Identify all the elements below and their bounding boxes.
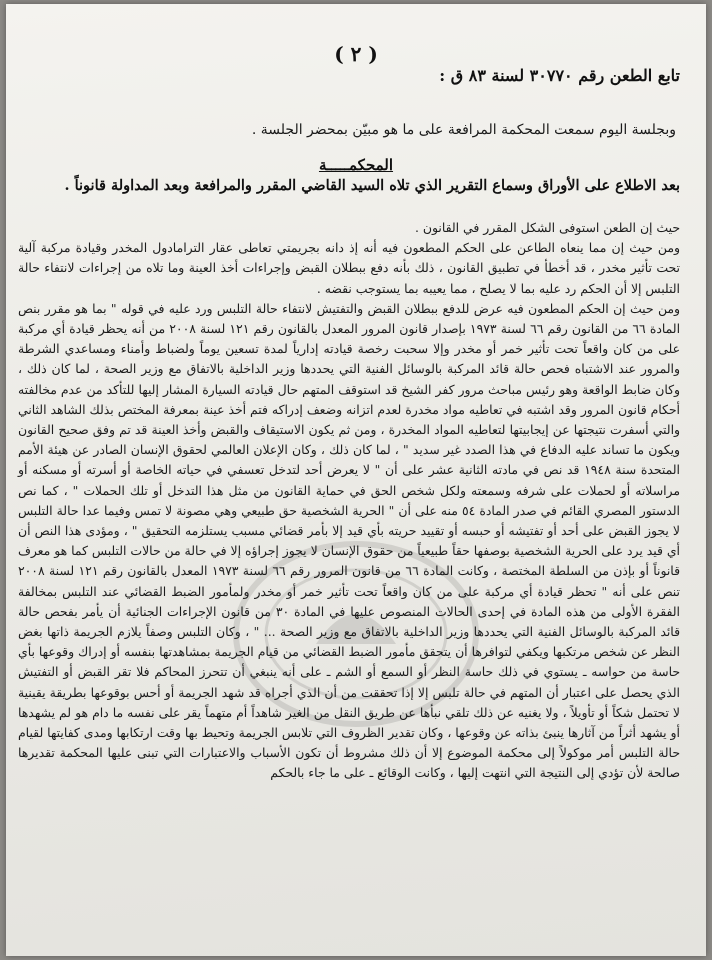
paragraph: حيث إن الطعن استوفى الشكل المقرر في القانون . bbox=[415, 220, 680, 235]
preamble: بعد الاطلاع على الأوراق وسماع التقرير الذي تلاه السيد القاضي المقرر والمرافعة وبعد المداولة قانوناً . bbox=[64, 177, 680, 194]
paragraph: ومن حيث إن مما ينعاه الطاعن على الحكم المطعون فيه أنه إذ دانه بجريمتي تعاطى عقار الترامادول المخدر وقيادة مركبة آلية تحت تأثير مخدر ، قد أخطأ في تطبيق القانون ، ذلك بأنه دفع ببطلان القبض وإجراءات أخذ العينة وما تلاه من إجراءات لانتفاء حالة التلبس إلا أن الحكم رد عليه بما لا يصلح ، مما يعيبه بما يستوجب نقضه . bbox=[18, 240, 680, 296]
paragraph: ومن حيث إن الحكم المطعون فيه عرض للدفع ببطلان القبض والتفتيش لانتفاء حالة التلبس ورد عليه في قوله " بما هو مقرر بنص المادة ٦٦ من القانون رقم ٦٦ لسنة ١٩٧٣ بإصدار قانون المرور المعدل بالقانون رقم ١٢١ لسنة ٢٠٠٨ من أنه يحظر قيادة أي مركبة على من كان واقعاً تحت تأثير خمر أو مخدر وإلا سحبت رخصة قيادته إدارياً لمدة تسعين يوماً ولضباط وأمناء ومساعدي الشرطة والمرور عند الاشتباه فحص حالة قائد المركبة بالوسائل الفنية التي يحددها وزير الداخلية بالاتفاق مع وزير الصحة ، لما كان ذلك ، وكان ضابط الواقعة وهو رئيس مباحث مرور كفر الشيخ قد استوقف المتهم حال قيادته السيارة المشار إليها للتأكد من عدم مخالفته أحكام قانون المرور وقد اشتبه في تعاطيه مواد مخدرة لعدم اتزانه وضعف إدراكه فتم أخذ عينة بمعرفة المختص بذلك الشاهد الثاني والتي أسفرت نتيجتها عن إيجابيتها لتعاطيه المواد المخدرة ، ومن ثم يكون الاستيقاف والقبض وأخذ العينة قد تم وفق صحيح القانون ويكون ما تساند عليه الدفاع في هذا الصدد غير سديد " ، لما كان ذلك ، وكان الإعلان العالمي لحقوق الإنسان الصادر عن هيئة الأمم المتحدة سنة ١٩٤٨ قد نص في مادته الثانية عشر على أن " لا يعرض أحد لتدخل تعسفي في حياته الخاصة أو أسرته أو مسكنه أو مراسلاته أو لحملات على شرفه وسمعته ولكل شخص الحق في حماية القانون من مثل هذا التدخل أو تلك الحملات " ، كما نص الدستور المصري القائم في صدر المادة ٥٤ منه على أن " الحرية الشخصية حق طبيعي وهي مصونة لا تمس وفيما عدا حالة التلبس لا يجوز القبض على أحد أو تفتيشه أو حبسه أو تقييد حريته بأي قيد إلا بأمر قضائي مسبب يستلزمه التحقيق " ، ومؤدى هذا النص أن أي قيد يرد على الحرية الشخصية بوصفها حقاً طبيعياً من حقوق الإنسان لا يجوز إجراؤه إلا في حالة من حالات التلبس كما هو معرف قانوناً أو بإذن من السلطة المختصة ، وكانت المادة ٦٦ من قانون المرور رقم ٦٦ لسنة ١٩٧٣ المعدل بالقانون رقم ١٢١ لسنة ٢٠٠٨ تنص على أنه " تحظر قيادة أي مركبة على من كان واقعاً تحت تأثير خمر أو مخدر ولمأمور الضبط القضائي عند التلبس بمخالفة الفقرة الأولى من هذه المادة في إحدى الحالات المنصوص عليها في المادة ٣٠ من قانون الإجراءات الجنائية أن يأمر بفحص حالة قائد المركبة بالوسائل الفنية التي يحددها وزير الداخلية بالاتفاق مع وزير الصحة ... " ، وكان التلبس وصفاً يلازم الجريمة ذاتها بغض النظر عن شخص مرتكبها ويكفي لتوافرها أن يتحقق مأمور الضبط القضائي من قيام الجريمة بمشاهدتها بنفسه أو إدراك وقوعها بأي حاسة من حواسه ـ يستوي في ذلك حاسة النظر أو السمع أو الشم ـ على أنه ينبغي أن تتحرز المحاكم فلا تقر القبض أو التفتيش الذي يحصل على اعتبار أن المتهم في حالة تلبس إلا إذا تحققت من أن الذي أجراه قد شهد الجريمة أو أحس بوقوعها بطريقة يقينية لا تحتمل شكاً أو تأويلاً ، ولا يغنيه عن ذلك تلقي نبأها عن طريق النقل من الغير شاهداً أم متهماً يقر على نفسه ما دام هو لم يشهدها أو يشهد أثراً من آثارها ينبئ بذاته عن وقوعها ، وكان تقدير الظروف التي تلابس الجريمة وتحيط بها وقت ارتكابها ومدى كفايتها لقيام حالة التلبس أمر موكولاً إلى محكمة الموضوع إلا أن ذلك مشروط أن تكون الأسباب والاعتبارات التي تبنى عليها المحكمة تقديرها صالحة لأن تؤدي إلى النتيجة التي انتهت إليها ، وكانت الوقائع ـ على ما جاء بالحكم bbox=[18, 300, 681, 781]
court-heading: المحكمـــــة bbox=[318, 156, 394, 174]
judgment-body bbox=[18, 218, 680, 784]
case-reference: تابع الطعن رقم ٣٠٧٧٠ لسنة ٨٣ ق : bbox=[439, 66, 680, 85]
document-page bbox=[6, 4, 706, 956]
page-number: ( ٢ ) bbox=[334, 42, 378, 66]
session-intro: وبجلسة اليوم سمعت المحكمة المرافعة على ما هو مبيّن بمحضر الجلسة . bbox=[251, 122, 676, 138]
